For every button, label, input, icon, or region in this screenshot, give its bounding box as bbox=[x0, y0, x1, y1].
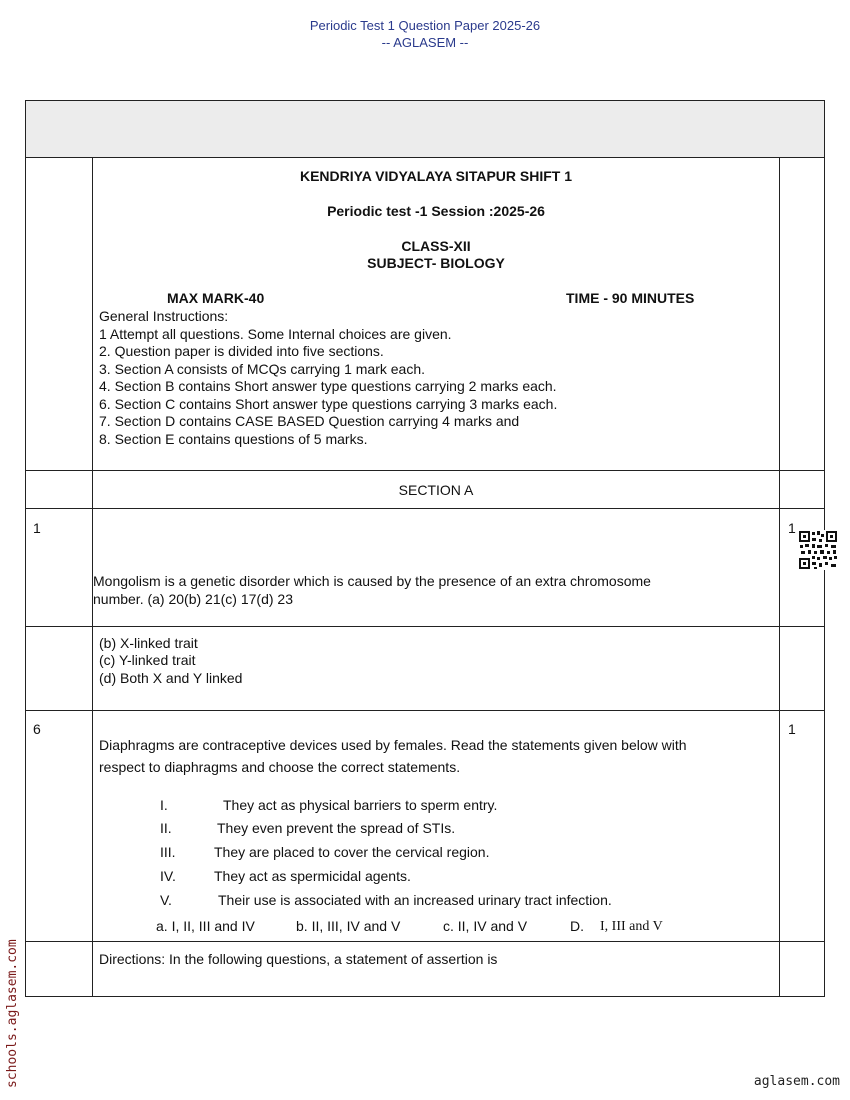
statement-text: They act as physical barriers to sperm entry. bbox=[223, 797, 498, 813]
instruction-item: 3. Section A consists of MCQs carrying 1 mark each. bbox=[99, 361, 426, 377]
statement-text: They even prevent the spread of STIs. bbox=[217, 820, 456, 836]
statement-text: Their use is associated with an increased urinary tract infection. bbox=[218, 892, 612, 908]
q6-stem: Diaphragms are contraceptive devices used by females. Read the statements given below with bbox=[99, 737, 687, 753]
instruction-item: 7. Section D contains CASE BASED Question carrying 4 marks and bbox=[99, 413, 520, 429]
statement-numeral: IV. bbox=[160, 868, 176, 884]
side-watermark: schools.aglasem.com bbox=[5, 939, 20, 1088]
statement-text: They are placed to cover the cervical region. bbox=[214, 844, 490, 860]
subject-label: SUBJECT- BIOLOGY bbox=[367, 255, 505, 271]
q1-number: 1 bbox=[33, 520, 41, 536]
statement-numeral: I. bbox=[160, 797, 168, 813]
instructions-title: General Instructions: bbox=[99, 308, 229, 324]
row-divider bbox=[25, 626, 825, 627]
statement-numeral: V. bbox=[160, 892, 172, 908]
time-allowed: TIME - 90 MINUTES bbox=[566, 290, 695, 306]
statement-text: They act as spermicidal agents. bbox=[214, 868, 411, 884]
choice-c: c. II, IV and V bbox=[443, 918, 528, 934]
q6-number: 6 bbox=[33, 721, 41, 737]
header-title: Periodic Test 1 Question Paper 2025-26 bbox=[309, 18, 541, 33]
row-divider bbox=[25, 941, 825, 942]
class-label: CLASS-XII bbox=[401, 238, 471, 254]
choice-b: b. II, III, IV and V bbox=[296, 918, 401, 934]
directions-text: Directions: In the following questions, a statement of assertion is bbox=[99, 951, 498, 967]
choice-a: a. I, II, III and IV bbox=[156, 918, 255, 934]
choice-d-label: D. bbox=[570, 918, 584, 934]
statement-numeral: II. bbox=[160, 820, 172, 836]
instruction-item: 2. Question paper is divided into five sections. bbox=[99, 343, 384, 359]
section-a-title: SECTION A bbox=[398, 482, 474, 498]
column-divider bbox=[779, 158, 780, 997]
option-b: (b) X-linked trait bbox=[99, 635, 198, 651]
statement-numeral: III. bbox=[160, 844, 176, 860]
q6-marks: 1 bbox=[788, 721, 796, 737]
max-mark: MAX MARK-40 bbox=[167, 290, 265, 306]
table-header-band bbox=[25, 100, 825, 158]
instruction-item: 6. Section C contains Short answer type questions carrying 3 marks each. bbox=[99, 396, 558, 412]
row-divider bbox=[25, 508, 825, 509]
header-subtitle: -- AGLASEM -- bbox=[381, 35, 469, 50]
qr-code-icon bbox=[798, 530, 838, 570]
q1-text: Mongolism is a genetic disorder which is caused by the presence of an extra chromosome bbox=[93, 573, 651, 589]
footer-watermark: aglasem.com bbox=[753, 1074, 840, 1089]
row-divider bbox=[25, 470, 825, 471]
instruction-item: 1 Attempt all questions. Some Internal choices are given. bbox=[99, 326, 452, 342]
q1-marks: 1 bbox=[788, 520, 796, 536]
q1-text: number. (a) 20(b) 21(c) 17(d) 23 bbox=[93, 591, 293, 607]
option-d: (d) Both X and Y linked bbox=[99, 670, 243, 686]
question-table bbox=[25, 100, 825, 997]
row-divider bbox=[25, 710, 825, 711]
option-c: (c) Y-linked trait bbox=[99, 652, 196, 668]
instruction-item: 4. Section B contains Short answer type questions carrying 2 marks each. bbox=[99, 378, 557, 394]
test-title: Periodic test -1 Session :2025-26 bbox=[327, 203, 545, 219]
q6-stem: respect to diaphragms and choose the correct statements. bbox=[99, 759, 461, 775]
choice-d: I, III and V bbox=[600, 919, 663, 934]
instruction-item: 8. Section E contains questions of 5 marks. bbox=[99, 431, 368, 447]
school-name: KENDRIYA VIDYALAYA SITAPUR SHIFT 1 bbox=[299, 168, 573, 184]
